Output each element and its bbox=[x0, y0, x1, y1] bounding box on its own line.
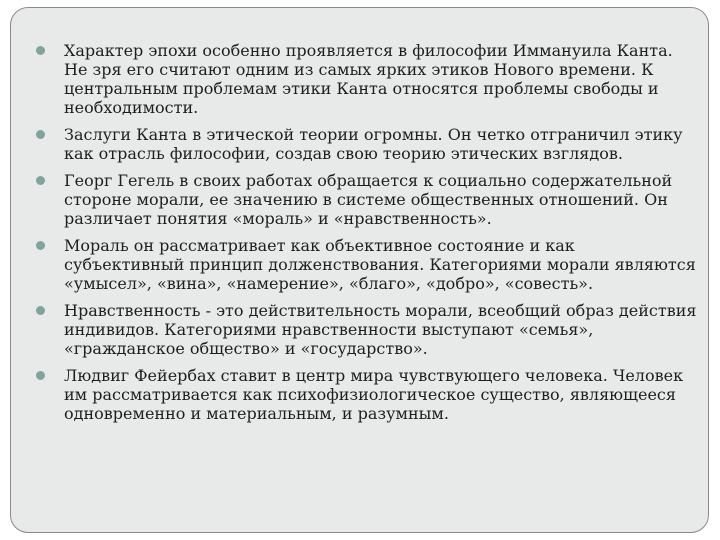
bullet-dot-icon bbox=[36, 130, 45, 139]
bullet-item bbox=[35, 41, 697, 117]
bullet-item bbox=[35, 125, 697, 163]
bullet-text: Мораль он рассматривает как объективное состояние и как субъективный принцип долженствования. Категориями морали являются «умысел», «вина», «намерение», «благо», «добро», «совесть». bbox=[64, 236, 696, 293]
slide bbox=[10, 7, 709, 533]
bullet-dot-icon bbox=[36, 241, 45, 250]
bullet-item bbox=[35, 366, 697, 423]
bullet-text: Людвиг Фейербах ставит в центр мира чувствующего человека. Человек им рассматривается как психофизиологическое существо, являющееся одновременно и материальным, и разумным. bbox=[64, 366, 684, 423]
bullet-item bbox=[35, 171, 697, 228]
bullet-text: Характер эпохи особенно проявляется в философии Иммануила Канта. Не зря его считают одним из самых ярких этиков Нового времени. К центральным проблемам этики Канта относятся проблемы свободы и необходимости. bbox=[64, 41, 673, 117]
bullet-dot-icon bbox=[36, 306, 45, 315]
bullet-dot-icon bbox=[36, 46, 45, 55]
bullet-dot-icon bbox=[36, 371, 45, 380]
bullet-item bbox=[35, 301, 697, 358]
bullet-text: Заслуги Канта в этической теории огромны. Он четко отграничил этику как отрасль философии, создав свою теорию этических взглядов. bbox=[64, 125, 683, 163]
bullet-text: Нравственность - это действительность морали, всеобщий образ действия индивидов. Категориями нравственности выступают «семья», «гражданское общество» и «государство». bbox=[64, 301, 697, 358]
bullet-list bbox=[35, 41, 697, 431]
bullet-dot-icon bbox=[36, 176, 45, 185]
bullet-item bbox=[35, 236, 697, 293]
bullet-text: Георг Гегель в своих работах обращается к социально содержательной стороне морали, ее значению в системе общественных отношений. Он различает понятия «мораль» и «нравственность». bbox=[64, 171, 673, 228]
